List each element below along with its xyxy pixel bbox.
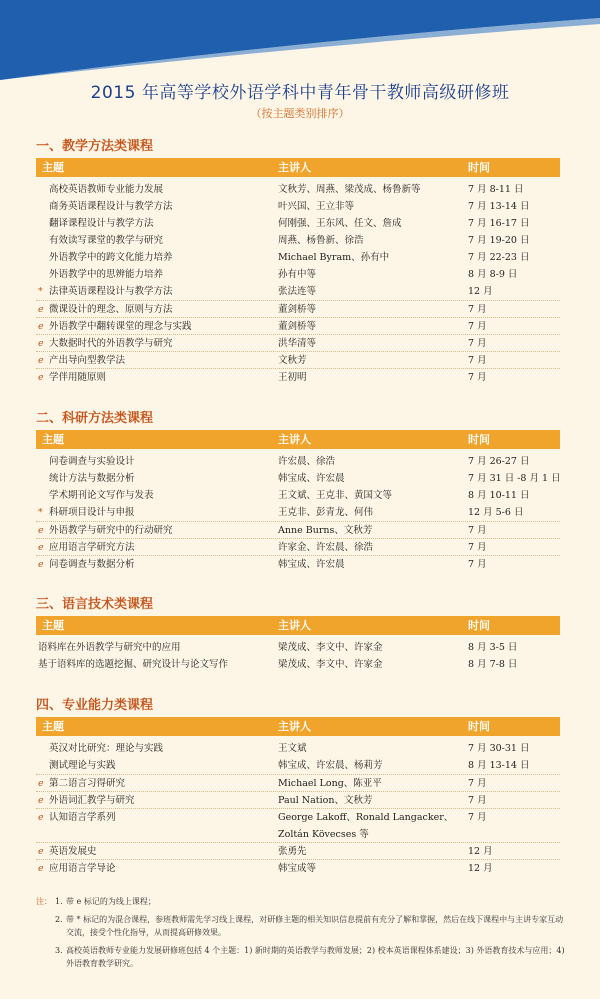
course-topic: 应用语言学研究方法 — [49, 542, 135, 553]
course-topic: 英语发展史 — [49, 846, 97, 857]
course-time: 7 月 8-11 日 — [468, 184, 524, 195]
course-time: 7 月 — [468, 559, 487, 570]
course-row — [36, 232, 560, 249]
course-topic: 应用语言学导论 — [49, 863, 116, 874]
online-course-e-mark: e — [38, 321, 44, 332]
table-header — [36, 158, 560, 177]
online-course-e-mark: e — [38, 778, 44, 789]
course-topic: 科研项目设计与申报 — [49, 507, 135, 518]
course-topic: 语料库在外语教学与研究中的应用 — [38, 642, 181, 653]
course-time: 8 月 13-14 日 — [468, 760, 530, 771]
column-time-header: 时间 — [468, 619, 490, 632]
course-topic: 外语教学与研究中的行动研究 — [49, 525, 173, 536]
course-topic: 翻译课程设计与教学方法 — [49, 218, 154, 229]
course-speaker: 文秋芳、周燕、梁茂成、杨鲁新等 — [278, 184, 421, 195]
course-speaker: 周燕、杨鲁新、徐浩 — [278, 235, 364, 246]
course-row — [36, 757, 560, 774]
section-language-technology — [36, 594, 560, 673]
course-speaker: 王文斌 — [278, 743, 307, 754]
course-speaker: 韩宝成、许宏晨、杨莉芳 — [278, 760, 383, 771]
column-speaker-header: 主讲人 — [278, 161, 311, 174]
course-topic: 外语教学中翻转课堂的理念与实践 — [49, 321, 192, 332]
course-topic: 大数据时代的外语教学与研究 — [49, 338, 173, 349]
course-row — [36, 538, 560, 555]
course-time: 7 月 31 日 -8 月 1 日 — [468, 473, 561, 484]
column-speaker-header: 主讲人 — [278, 619, 311, 632]
online-course-e-mark: e — [38, 338, 44, 349]
online-course-e-mark: e — [38, 863, 44, 874]
course-row — [36, 639, 560, 656]
course-time: 7 月 19-20 日 — [468, 235, 530, 246]
course-topic: 学术期刊论文写作与发表 — [49, 490, 154, 501]
course-speaker: 文秋芳 — [278, 355, 307, 366]
course-speaker: 许家金、许宏晨、徐浩 — [278, 542, 374, 553]
column-time-header: 时间 — [468, 161, 490, 174]
course-speaker: 叶兴国、王立非等 — [278, 201, 355, 212]
course-time: 7 月 — [468, 795, 487, 806]
online-course-e-mark: e — [38, 372, 44, 383]
course-row — [36, 740, 560, 757]
course-time: 12 月 — [468, 286, 493, 297]
course-speaker: 王初明 — [278, 372, 307, 383]
course-row — [36, 368, 560, 385]
table-header — [36, 430, 560, 449]
course-speaker: 梁茂成、李文中、许家金 — [278, 642, 383, 653]
course-speaker: 王文斌、王克非、黄国文等 — [278, 490, 393, 501]
section-heading: 三、语言技术类课程 — [36, 597, 154, 612]
note-item — [36, 913, 566, 939]
section-heading: 一、教学方法类课程 — [36, 139, 154, 154]
note-text: 带 * 标记的为混合课程，参班教师需先学习线上课程，对研修主题的相关知识信息提前有充分了解和掌握，然后在线下课程中与主讲专家互动交流，接受个性化指导，从而提高研修效果。 — [66, 915, 564, 937]
course-topic: 问卷调查与实验设计 — [49, 456, 135, 467]
course-time: 7 月 — [468, 525, 487, 536]
course-time: 7 月 — [468, 338, 487, 349]
course-time: 7 月 16-17 日 — [468, 218, 530, 229]
note-text: 带 e 标记的为线上课程； — [66, 897, 156, 906]
course-time: 8 月 7-8 日 — [468, 659, 518, 670]
online-course-e-mark: e — [38, 812, 44, 823]
course-row — [36, 300, 560, 317]
table-header — [36, 717, 560, 736]
course-speaker: 梁茂成、李文中、许家金 — [278, 659, 383, 670]
course-topic: 高校英语教师专业能力发展 — [49, 184, 164, 195]
course-topic: 问卷调查与数据分析 — [49, 559, 135, 570]
course-row — [36, 774, 560, 791]
table-header — [36, 616, 560, 635]
column-topic-header: 主题 — [42, 720, 64, 733]
course-speaker: Anne Burns、文秋芳 — [278, 525, 373, 536]
column-topic-header: 主题 — [42, 161, 64, 174]
course-topic: 测试理论与实践 — [49, 760, 116, 771]
note-number: 1. — [55, 897, 63, 906]
course-row — [36, 859, 560, 876]
course-time: 12 月 5-6 日 — [468, 507, 524, 518]
column-topic-header: 主题 — [42, 619, 64, 632]
course-time: 12 月 — [468, 846, 493, 857]
course-speaker: 董剑桥等 — [278, 304, 317, 315]
section-heading: 二、科研方法类课程 — [36, 411, 154, 426]
note-number: 2. — [55, 915, 63, 924]
course-speaker: 许宏晨、徐浩 — [278, 456, 336, 467]
course-time: 7 月 — [468, 778, 487, 789]
course-topic: 认知语言学系列 — [49, 812, 116, 823]
course-time: 7 月 — [468, 321, 487, 332]
course-speaker: 张勇先 — [278, 846, 307, 857]
course-topic: 基于语料库的选题挖掘、研究设计与论文写作 — [38, 659, 229, 670]
course-row — [36, 215, 560, 232]
course-row — [36, 283, 560, 300]
course-speaker: George Lakoff、Ronald Langacker、 — [278, 812, 454, 823]
note-number: 3. — [55, 946, 63, 955]
course-row — [36, 555, 560, 572]
online-course-e-mark: e — [38, 559, 44, 570]
course-row — [36, 656, 560, 673]
header-wave-band — [0, 0, 600, 80]
online-course-e-mark: e — [38, 304, 44, 315]
online-course-e-mark: e — [38, 846, 44, 857]
notes — [36, 895, 566, 975]
section-professional-competence — [36, 695, 560, 876]
notes-label: 注： — [36, 897, 52, 906]
online-course-e-mark: e — [38, 542, 44, 553]
column-speaker-header: 主讲人 — [278, 433, 311, 446]
course-row — [36, 791, 560, 808]
note-text: 高校英语教师专业能力发展研修班包括 4 个主题：1) 新时期的英语教学与教师发展；2) 校本英语课程体系建设；3) 外语教育技术与应用；4) 外语教育教学研究。 — [66, 946, 565, 968]
course-speaker: 孙有中等 — [278, 269, 317, 280]
course-row — [36, 487, 560, 504]
note-item — [36, 944, 566, 970]
course-row — [36, 453, 560, 470]
column-time-header: 时间 — [468, 433, 490, 446]
course-time: 7 月 13-14 日 — [468, 201, 530, 212]
course-speaker: 何刚强、王东风、任文、詹成 — [278, 218, 402, 229]
section-research-methods — [36, 408, 560, 572]
page-subtitle: （按主题类别排序） — [250, 107, 350, 120]
course-time: 8 月 8-9 日 — [468, 269, 518, 280]
course-topic: 商务英语课程设计与教学方法 — [49, 201, 173, 212]
course-row — [36, 317, 560, 334]
course-topic: 学伴用随原则 — [49, 372, 107, 383]
section-teaching-methods — [36, 136, 560, 385]
course-row — [36, 351, 560, 368]
course-list — [36, 740, 560, 876]
page-title: 2015 年高等学校外语学科中青年骨干教师高级研修班 — [90, 83, 510, 103]
note-item — [36, 895, 566, 908]
course-speaker: 洪华清等 — [278, 338, 317, 349]
online-course-e-mark: e — [38, 355, 44, 366]
course-speaker: Michael Long、陈亚平 — [278, 778, 382, 789]
course-topic: 外语词汇教学与研究 — [49, 795, 135, 806]
course-speaker-continued: Zoltán Kövecses 等 — [278, 829, 369, 840]
course-topic: 产出导向型教学法 — [49, 355, 126, 366]
course-row — [36, 808, 560, 842]
course-row — [36, 470, 560, 487]
course-speaker: Michael Byram、孙有中 — [278, 252, 390, 263]
course-row — [36, 334, 560, 351]
column-speaker-header: 主讲人 — [278, 720, 311, 733]
course-topic: 法律英语课程设计与教学方法 — [49, 286, 173, 297]
course-speaker: 董剑桥等 — [278, 321, 317, 332]
course-topic: 外语教学中的思辨能力培养 — [49, 269, 164, 280]
course-topic: 外语教学中的跨文化能力培养 — [49, 252, 173, 263]
course-row — [36, 842, 560, 859]
course-speaker: Paul Nation、文秋芳 — [278, 795, 373, 806]
course-time: 8 月 10-11 日 — [468, 490, 530, 501]
section-heading: 四、专业能力类课程 — [36, 698, 154, 713]
column-time-header: 时间 — [468, 720, 490, 733]
course-topic: 英汉对比研究：理论与实践 — [49, 743, 164, 754]
course-topic: 统计方法与数据分析 — [49, 473, 135, 484]
course-time: 7 月 26-27 日 — [468, 456, 530, 467]
course-time: 7 月 30-31 日 — [468, 743, 530, 754]
course-topic: 有效读写课堂的教学与研究 — [49, 235, 164, 246]
course-speaker: 韩宝成、许宏晨 — [278, 559, 345, 570]
course-speaker: 王克非、彭青龙、何伟 — [278, 507, 374, 518]
course-time: 7 月 — [468, 372, 487, 383]
course-row — [36, 504, 560, 521]
course-list — [36, 181, 560, 385]
course-time: 7 月 — [468, 355, 487, 366]
course-time: 7 月 — [468, 812, 487, 823]
course-row — [36, 181, 560, 198]
course-row — [36, 521, 560, 538]
column-topic-header: 主题 — [42, 433, 64, 446]
online-course-e-mark: e — [38, 795, 44, 806]
course-time: 7 月 — [468, 304, 487, 315]
course-row — [36, 198, 560, 215]
course-row — [36, 249, 560, 266]
mixed-course-star-mark: * — [38, 507, 43, 518]
course-list — [36, 453, 560, 572]
course-time: 12 月 — [468, 863, 493, 874]
mixed-course-star-mark: * — [38, 286, 43, 297]
course-time: 7 月 — [468, 542, 487, 553]
course-topic: 第二语言习得研究 — [49, 778, 126, 789]
course-speaker: 张法连等 — [278, 286, 317, 297]
course-time: 8 月 3-5 日 — [468, 642, 518, 653]
course-topic: 微课设计的理念、原则与方法 — [49, 304, 173, 315]
course-speaker: 韩宝成、许宏晨 — [278, 473, 345, 484]
course-speaker: 韩宝成等 — [278, 863, 317, 874]
online-course-e-mark: e — [38, 525, 44, 536]
course-list — [36, 639, 560, 673]
course-time: 7 月 22-23 日 — [468, 252, 530, 263]
course-row — [36, 266, 560, 283]
